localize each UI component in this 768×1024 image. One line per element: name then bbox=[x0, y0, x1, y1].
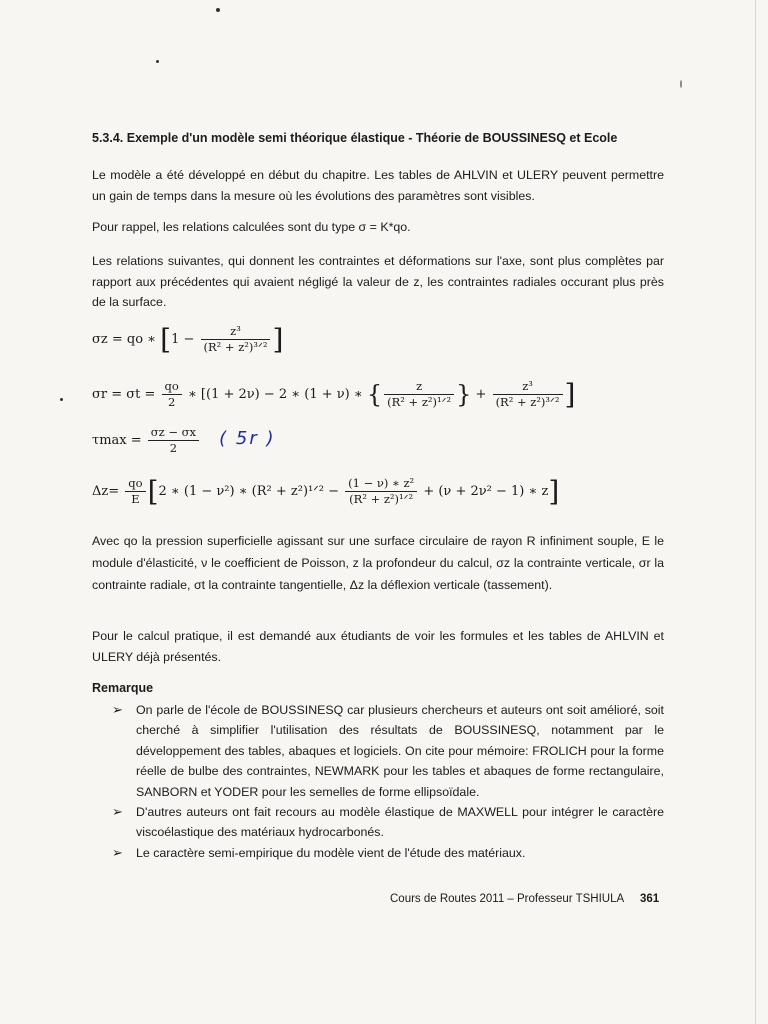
remarque-title: Remarque bbox=[92, 681, 154, 695]
arrow-bullet-icon: ➢ bbox=[112, 844, 123, 860]
paragraph-calcul: Pour le calcul pratique, il est demandé aux étudiants de voir les formules et les tables de AHLVIN et ULERY déjà présentés. bbox=[92, 629, 664, 664]
fraction-numerator: z bbox=[384, 379, 454, 395]
paragraph-relations: Les relations suivantes, qui donnent les contraintes et déformations sur l'axe, sont plus complètes par rapport aux précédentes qui avaient négligé la valeur de z, les contraintes radiales occurant plus près de la surface. bbox=[92, 254, 664, 309]
brace-open: { bbox=[366, 380, 383, 409]
footer-text: Cours de Routes 2011 – Professeur TSHIULA bbox=[390, 893, 625, 905]
fraction bbox=[493, 379, 563, 410]
formula-term: ∗ [(1 + 2ν) − 2 ∗ (1 + ν) ∗ bbox=[187, 387, 363, 402]
fraction-denominator: E bbox=[131, 492, 140, 506]
formula-lhs: σz = qo ∗ bbox=[92, 332, 156, 347]
handwritten-annotation: ( 5r ) bbox=[219, 428, 276, 449]
fraction bbox=[148, 425, 199, 456]
formula-term: + bbox=[475, 387, 487, 402]
section-heading: 5.3.4. Exemple d'un modèle semi théorique élastique - Théorie de BOUSSINESQ et Ecole bbox=[92, 131, 618, 145]
bracket-open: [ bbox=[160, 323, 172, 356]
arrow-bullet-icon: ➢ bbox=[112, 702, 123, 717]
list-item-text: Le caractère semi-empirique du modèle vient de l'étude des matériaux. bbox=[136, 845, 526, 860]
list-item bbox=[112, 802, 664, 843]
fraction-denominator: (R² + z²)³ᐟ² bbox=[495, 395, 560, 409]
paragraph-rappel: Pour rappel, les relations calculées sont du type σ = K*qo. bbox=[92, 220, 411, 234]
arrow-bullet-icon: ➢ bbox=[112, 804, 123, 820]
formula-sigma-z bbox=[92, 323, 283, 356]
fraction-denominator: (R² + z²)³ᐟ² bbox=[203, 340, 268, 354]
fraction-numerator: σz − σx bbox=[148, 425, 199, 441]
formula-term: 2 ∗ (1 − ν²) ∗ (R² + z²)¹ᐟ² − bbox=[158, 484, 339, 499]
list-item bbox=[112, 843, 664, 863]
fraction-denominator: 2 bbox=[169, 441, 178, 455]
list-item-text: On parle de l'école de BOUSSINESQ car plusieurs chercheurs et auteurs ont soit amélioré, soit cherché à simplifier l'utilisation des résultats de BOUSSINESQ, notamment par le développement des tables, abaques et logiciels. On cite pour mémoire: FROLICH pour la forme réelle de bulbe des contraintes, NEWMARK pour les tables et abaques de forme rectangulaire, SANBORN et YODER pour les semelles de forme ellipsoïdale. bbox=[136, 703, 664, 799]
fraction bbox=[125, 476, 145, 507]
fraction-numerator: (1 − ν) ∗ z² bbox=[345, 476, 417, 492]
bracket-close: ] bbox=[548, 475, 560, 508]
fraction-denominator: 2 bbox=[168, 395, 176, 409]
scan-speck bbox=[216, 8, 220, 12]
scan-speck bbox=[680, 80, 682, 88]
fraction-numerator: qo bbox=[125, 476, 145, 492]
brace-close: } bbox=[456, 380, 472, 409]
fraction-numerator: z³ bbox=[201, 324, 271, 340]
bracket-close: ] bbox=[272, 323, 284, 356]
fraction-numerator: z³ bbox=[493, 379, 563, 395]
formula-lhs: Δz= bbox=[92, 484, 120, 499]
fraction bbox=[162, 379, 182, 410]
paragraph-definitions: Avec qo la pression superficielle agissant sur une surface circulaire de rayon R infiniment souple, E le module d'élasticité, ν le coefficient de Poisson, z la profondeur du calcul, σz la contrainte verticale, σr la contrainte radiale, σt la contrainte tangentielle, Δz la déflexion verticale (tassement). bbox=[92, 534, 664, 592]
formula-delta-z bbox=[92, 475, 559, 508]
page-number: 361 bbox=[640, 893, 660, 905]
list-item bbox=[112, 700, 664, 802]
scan-speck bbox=[60, 398, 63, 401]
formula-tau-max bbox=[92, 425, 275, 456]
formula-term: 1 − bbox=[171, 332, 195, 347]
fraction bbox=[384, 379, 454, 410]
fraction-denominator: (R² + z²)¹ᐟ² bbox=[349, 492, 414, 506]
formula-term: + (ν + 2ν² − 1) ∗ z bbox=[423, 484, 549, 499]
fraction-numerator: qo bbox=[162, 379, 182, 395]
fraction-denominator: (R² + z²)¹ᐟ² bbox=[387, 395, 452, 409]
list-item-text: D'autres auteurs ont fait recours au modèle élastique de MAXWELL pour intégrer le caractère viscoélastique des matériaux hydrocarbonés. bbox=[136, 805, 664, 840]
page-edge-shadow bbox=[755, 0, 756, 1024]
fraction bbox=[201, 324, 271, 355]
remarque-list bbox=[112, 700, 664, 863]
paragraph-intro: Le modèle a été développé en début du chapitre. Les tables de AHLVIN et ULERY peuvent permettre un gain de temps dans la mesure où les évolutions des paramètres sont visibles. bbox=[92, 168, 664, 203]
formula-sigma-r bbox=[92, 378, 575, 411]
formula-lhs: τmax = bbox=[92, 433, 142, 448]
scan-speck bbox=[156, 60, 159, 63]
bracket-open: [ bbox=[147, 475, 159, 508]
formula-lhs: σr = σt = bbox=[92, 387, 156, 402]
bracket-close: ] bbox=[564, 378, 576, 411]
fraction bbox=[345, 476, 417, 507]
